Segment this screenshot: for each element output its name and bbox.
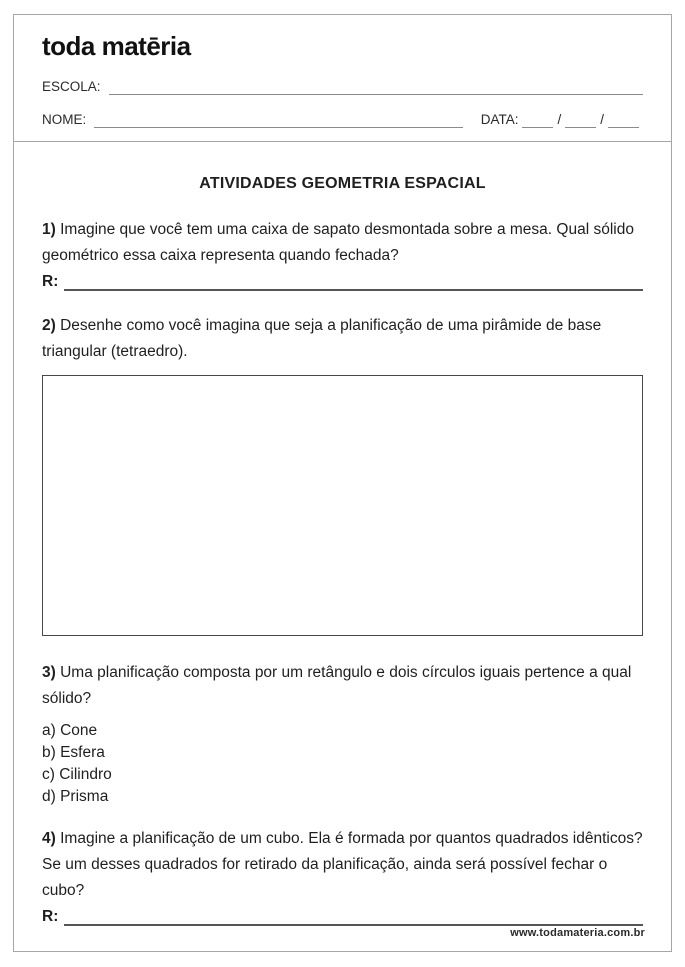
question-3-text: Uma planificação composta por um retângulo e dois círculos iguais pertence a qual sólido? — [42, 664, 632, 707]
school-fill-line[interactable] — [109, 79, 643, 95]
date-day-blank[interactable] — [522, 112, 553, 128]
date-label: DATA: — [480, 112, 519, 127]
question-4-text: Imagine a planificação de um cubo. Ela é formada por quantos quadrados idênticos? Se um desses quadrados for retirado da planificação, ainda será possível fechar o cubo? — [42, 830, 643, 899]
question-4-answer-line[interactable] — [64, 908, 643, 926]
name-date-row — [42, 112, 643, 128]
worksheet-page — [13, 14, 672, 952]
footer-url: www.todamateria.com.br — [510, 927, 645, 939]
date-year-blank[interactable] — [608, 112, 639, 128]
date-group — [481, 112, 643, 128]
worksheet-header — [14, 15, 671, 142]
question-4-answer-label: R: — [42, 908, 59, 925]
question-2-drawing-area[interactable] — [42, 375, 643, 636]
school-row — [42, 79, 643, 95]
school-label: ESCOLA: — [42, 79, 101, 94]
question-3-options — [42, 720, 643, 808]
date-separator: / — [600, 112, 604, 127]
option-c[interactable]: c) Cilindro — [42, 766, 112, 783]
worksheet-title: ATIVIDADES GEOMETRIA ESPACIAL — [199, 175, 486, 192]
date-separator: / — [557, 112, 562, 127]
date-month-blank[interactable] — [565, 112, 596, 128]
name-fill-line[interactable] — [94, 112, 462, 128]
brand-logo: toda matēria — [42, 31, 191, 61]
name-label: NOME: — [42, 112, 87, 127]
question-3 — [42, 660, 643, 712]
worksheet-body — [14, 175, 671, 926]
question-4-number: 4) — [42, 830, 56, 847]
question-2-number: 2) — [42, 317, 56, 334]
option-d[interactable]: d) Prisma — [42, 788, 109, 805]
option-b[interactable]: b) Esfera — [42, 744, 105, 761]
question-3-number: 3) — [42, 664, 56, 681]
question-1-answer-line[interactable] — [64, 273, 643, 291]
question-2 — [42, 313, 643, 365]
question-1-answer-label: R: — [42, 273, 59, 290]
question-1 — [42, 217, 643, 269]
question-1-answer-row — [42, 273, 643, 291]
question-4-answer-row — [42, 908, 643, 926]
question-1-text: Imagine que você tem uma caixa de sapato desmontada sobre a mesa. Qual sólido geométrico essa caixa representa quando fechada? — [42, 221, 634, 264]
option-a[interactable]: a) Cone — [42, 722, 98, 739]
question-4 — [42, 826, 643, 904]
question-1-number: 1) — [42, 221, 56, 238]
question-2-text: Desenhe como você imagina que seja a planificação de uma pirâmide de base triangular (tetraedro). — [42, 317, 602, 360]
